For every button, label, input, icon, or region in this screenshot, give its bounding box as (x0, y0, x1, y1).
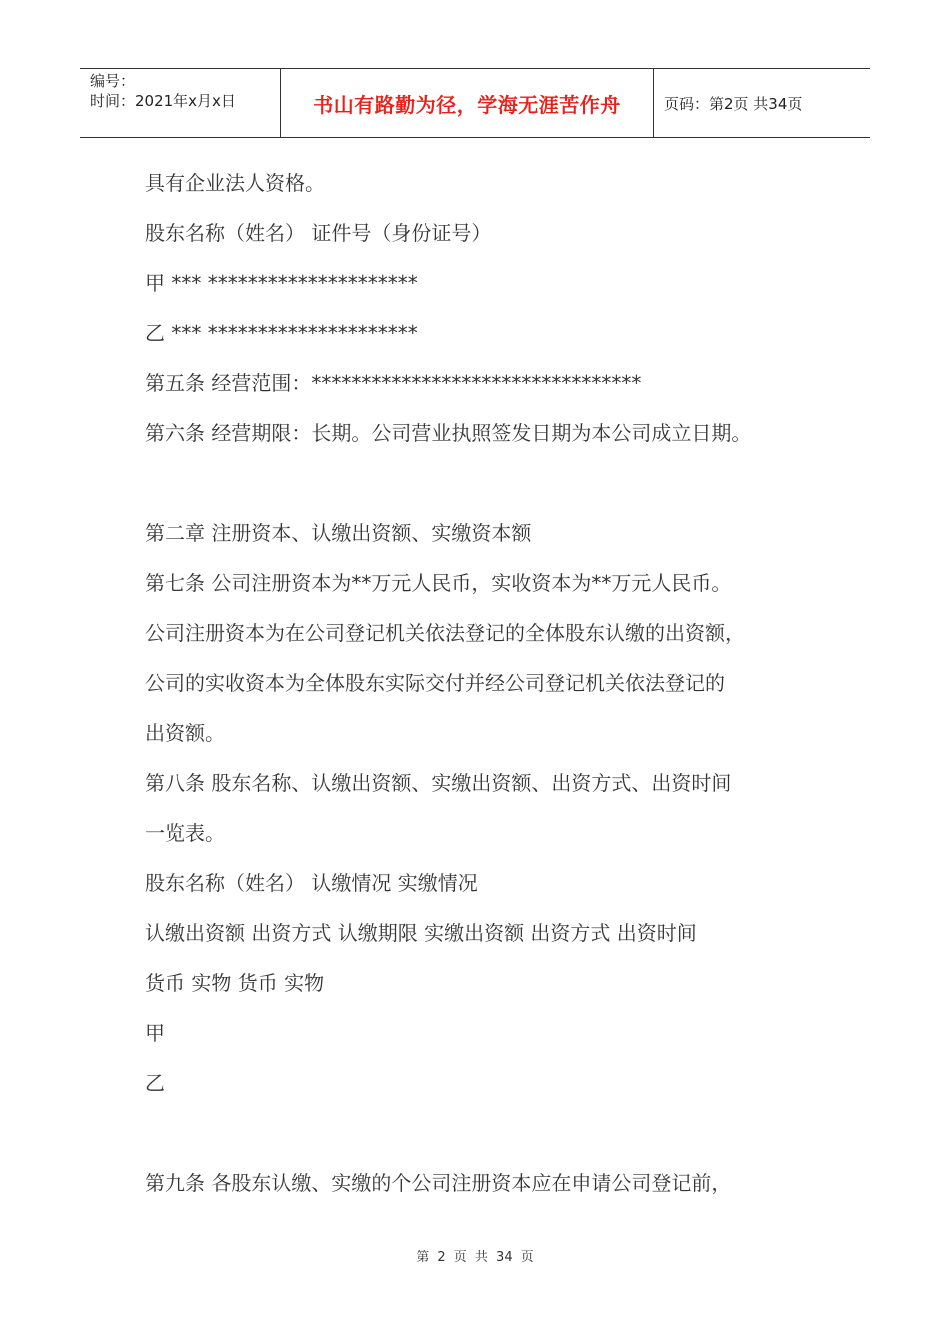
body-line: 乙 (145, 1071, 165, 1095)
body-line: 公司的实收资本为全体股东实际交付并经公司登记机关依法登记的 (145, 671, 725, 695)
document-body (145, 165, 845, 1215)
chapter-heading: 第二章 注册资本、认缴出资额、实缴资本额 (145, 521, 532, 545)
blank-line (145, 1115, 845, 1165)
body-line: 第五条 经营范围：********************************* (145, 371, 642, 395)
body-line: 出资额。 (145, 721, 225, 745)
body-line: 乙 *** ********************* (145, 321, 418, 345)
body-line: 甲 (145, 1021, 165, 1045)
document-number-label: 编号： (90, 72, 136, 90)
body-line: 一览表。 (145, 821, 225, 845)
body-line: 第七条 公司注册资本为**万元人民币，实收资本为**万元人民币。 (145, 571, 732, 595)
body-line: 公司注册资本为在公司登记机关依法登记的全体股东认缴的出资额， (145, 621, 745, 645)
body-line: 甲 *** ********************* (145, 271, 418, 295)
header-page-cell (654, 69, 870, 137)
document-time-label: 时间：2021年x月x日 (90, 92, 236, 110)
header-meta-cell (80, 69, 281, 137)
header-page-info: 页码：第2页 共34页 (664, 94, 803, 113)
header-motto-cell (281, 69, 654, 137)
body-line: 第九条 各股东认缴、实缴的个公司注册资本应在申请公司登记前， (145, 1171, 732, 1195)
body-line: 货币 实物 货币 实物 (145, 971, 325, 995)
body-line: 股东名称（姓名） 认缴情况 实缴情况 (145, 871, 478, 895)
body-line: 第八条 股东名称、认缴出资额、实缴出资额、出资方式、出资时间 (145, 771, 732, 795)
page-header (80, 68, 870, 138)
header-motto: 书山有路勤为径，学海无涯苦作舟 (313, 92, 621, 117)
body-line: 认缴出资额 出资方式 认缴期限 实缴出资额 出资方式 出资时间 (145, 921, 697, 945)
page-footer: 第 2 页 共 34 页 (416, 1250, 534, 1265)
blank-line (145, 465, 845, 515)
body-line: 第六条 经营期限：长期。公司营业执照签发日期为本公司成立日期。 (145, 421, 752, 445)
body-line: 股东名称（姓名） 证件号（身份证号） (145, 221, 492, 245)
body-line: 具有企业法人资格。 (145, 171, 325, 195)
